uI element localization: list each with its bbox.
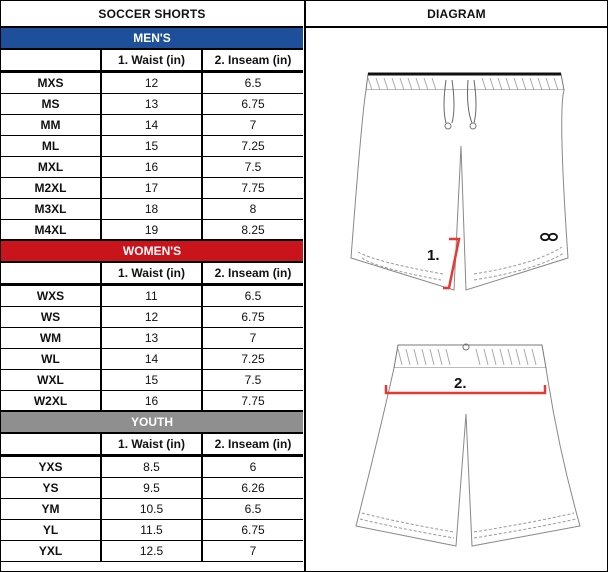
table-row: [1, 286, 303, 307]
inseam-cell: 6.5: [244, 289, 262, 303]
inseam-cell: 6.75: [241, 523, 265, 537]
inseam-marker: 1.: [427, 247, 440, 264]
size-column-header: [1, 50, 102, 70]
column-header-row: [1, 50, 303, 73]
inseam-column-header: 2. Inseam (in): [214, 53, 292, 67]
table-row: [1, 499, 303, 520]
waist-column-header: 1. Waist (in): [102, 263, 203, 283]
size-cell: YXS: [1, 457, 102, 477]
diagram-title: DIAGRAM: [306, 1, 607, 28]
size-cell: MXL: [1, 157, 102, 177]
size-cell: MXS: [1, 73, 102, 93]
inseam-cell: 6.75: [241, 97, 265, 111]
inseam-column-header: 2. Inseam (in): [214, 437, 292, 451]
size-cell: MM: [1, 115, 102, 135]
inseam-cell: 7: [249, 331, 257, 345]
inseam-cell: 6: [249, 460, 257, 474]
table-row: [1, 391, 303, 412]
diagram-panel: [304, 1, 607, 571]
table-row: [1, 349, 303, 370]
inseam-column-header: 2. Inseam (in): [214, 266, 292, 280]
size-cell: WS: [1, 307, 102, 327]
waist-cell: 11: [102, 286, 203, 306]
shorts-diagram: [306, 28, 607, 571]
waist-cell: 9.5: [102, 478, 203, 498]
size-column-header: [1, 263, 102, 283]
waist-column-header: 1. Waist (in): [102, 50, 203, 70]
size-cell: YL: [1, 520, 102, 540]
waist-cell: 17: [102, 178, 203, 198]
inseam-cell: 7.5: [244, 160, 262, 174]
size-cell: M3XL: [1, 199, 102, 219]
inseam-cell: 8: [249, 202, 257, 216]
inseam-cell: 6.75: [241, 310, 265, 324]
table-row: [1, 541, 303, 562]
table-row: [1, 199, 303, 220]
size-table: [1, 1, 303, 571]
table-row: [1, 136, 303, 157]
inseam-cell: 7: [249, 118, 257, 132]
size-cell: W2XL: [1, 391, 102, 410]
inseam-cell: 6.5: [244, 502, 262, 516]
waist-marker: 2.: [454, 375, 467, 392]
shorts-front-illustration: [351, 74, 568, 290]
table-row: [1, 73, 303, 94]
column-header-row: [1, 434, 303, 457]
waist-cell: 12.5: [102, 541, 203, 561]
table-row: [1, 370, 303, 391]
column-header-row: [1, 263, 303, 286]
size-column-header: [1, 434, 102, 454]
inseam-cell: 7.75: [241, 393, 265, 408]
inseam-cell: 7.25: [241, 352, 265, 366]
shorts-back-illustration: [356, 344, 580, 546]
table-row: [1, 520, 303, 541]
waist-cell: 13: [102, 94, 203, 114]
waist-column-header: 1. Waist (in): [102, 434, 203, 454]
waist-cell: 12: [102, 307, 203, 327]
size-cell: YM: [1, 499, 102, 519]
waist-cell: 8.5: [102, 457, 203, 477]
size-cell: YS: [1, 478, 102, 498]
waist-cell: 13: [102, 328, 203, 348]
inseam-cell: 7: [249, 544, 257, 558]
section-band-womens: WOMEN'S: [1, 241, 303, 263]
table-row: [1, 457, 303, 478]
table-row: [1, 115, 303, 136]
section-band-mens: MEN'S: [1, 28, 303, 50]
table-row: [1, 328, 303, 349]
waist-cell: 14: [102, 349, 203, 369]
size-cell: M2XL: [1, 178, 102, 198]
table-row: [1, 157, 303, 178]
table-row: [1, 478, 303, 499]
inseam-cell: 6.26: [241, 481, 265, 495]
inseam-cell: 6.5: [244, 76, 262, 90]
waist-cell: 19: [102, 220, 203, 239]
table-row: [1, 178, 303, 199]
table-row: [1, 220, 303, 241]
size-cell: M4XL: [1, 220, 102, 239]
table-row: [1, 307, 303, 328]
size-cell: WM: [1, 328, 102, 348]
size-cell: YXL: [1, 541, 102, 561]
waist-cell: 15: [102, 136, 203, 156]
waist-cell: 18: [102, 199, 203, 219]
size-cell: WXS: [1, 286, 102, 306]
waist-cell: 15: [102, 370, 203, 390]
waist-cell: 14: [102, 115, 203, 135]
waist-cell: 16: [102, 391, 203, 410]
table-row: [1, 94, 303, 115]
section-band-youth: YOUTH: [1, 412, 303, 434]
size-cell: WXL: [1, 370, 102, 390]
size-cell: MS: [1, 94, 102, 114]
size-cell: ML: [1, 136, 102, 156]
waist-cell: 10.5: [102, 499, 203, 519]
inseam-cell: 7.25: [241, 139, 265, 153]
waist-cell: 12: [102, 73, 203, 93]
table-title: SOCCER SHORTS: [1, 1, 303, 28]
inseam-cell: 7.75: [241, 181, 265, 195]
size-cell: WL: [1, 349, 102, 369]
waist-cell: 11.5: [102, 520, 203, 540]
inseam-cell: 7.5: [244, 373, 262, 387]
inseam-cell: 8.25: [241, 222, 265, 237]
waist-cell: 16: [102, 157, 203, 177]
